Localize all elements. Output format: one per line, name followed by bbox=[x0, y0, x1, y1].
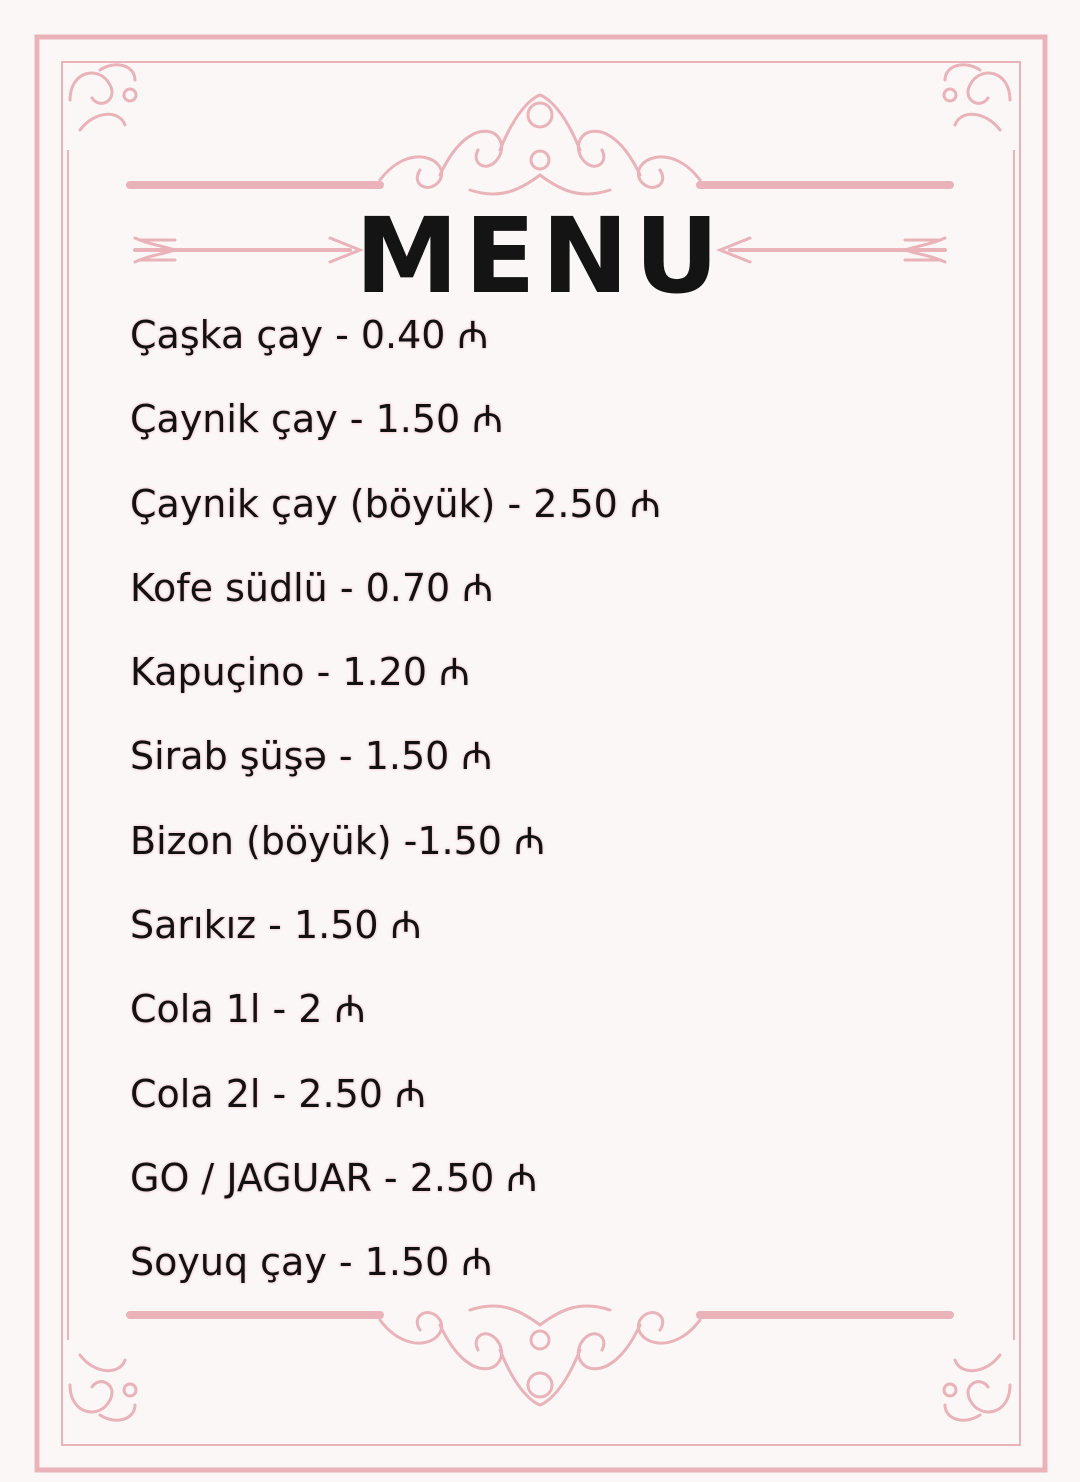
menu-item: Çaynik çay (böyük) - 2.50 ₼ bbox=[130, 481, 661, 526]
bottom-flourish-icon bbox=[130, 1306, 950, 1405]
menu-item: Çaşka çay - 0.40 ₼ bbox=[130, 313, 489, 357]
menu-item: Çaynik çay - 1.50 ₼ bbox=[130, 397, 504, 442]
menu-item: Bizon (böyük) -1.50 ₼ bbox=[130, 818, 545, 863]
corner-flourish-top-right-icon bbox=[944, 65, 1010, 130]
menu-item: Cola 2l - 2.50 ₼ bbox=[130, 1071, 426, 1116]
menu-item: Sarıkız - 1.50 ₼ bbox=[130, 903, 422, 948]
menu-item: Kofe südlü - 0.70 ₼ bbox=[130, 565, 494, 610]
menu-item: Sirab şüşə - 1.50 ₼ bbox=[130, 734, 493, 779]
corner-flourish-bottom-left-icon bbox=[70, 1355, 136, 1420]
corner-flourish-bottom-right-icon bbox=[944, 1355, 1010, 1420]
menu-item: Cola 1l - 2 ₼ bbox=[130, 987, 366, 1032]
menu-item: Kapuçino - 1.20 ₼ bbox=[130, 650, 470, 695]
menu-item: Soyuq çay - 1.50 ₼ bbox=[130, 1240, 493, 1285]
menu-list bbox=[130, 306, 661, 1318]
corner-flourish-top-left-icon bbox=[70, 65, 136, 130]
menu-item: GO / JAGUAR - 2.50 ₼ bbox=[130, 1155, 538, 1200]
top-flourish-icon bbox=[130, 95, 950, 194]
menu-title: MENU bbox=[354, 195, 726, 317]
